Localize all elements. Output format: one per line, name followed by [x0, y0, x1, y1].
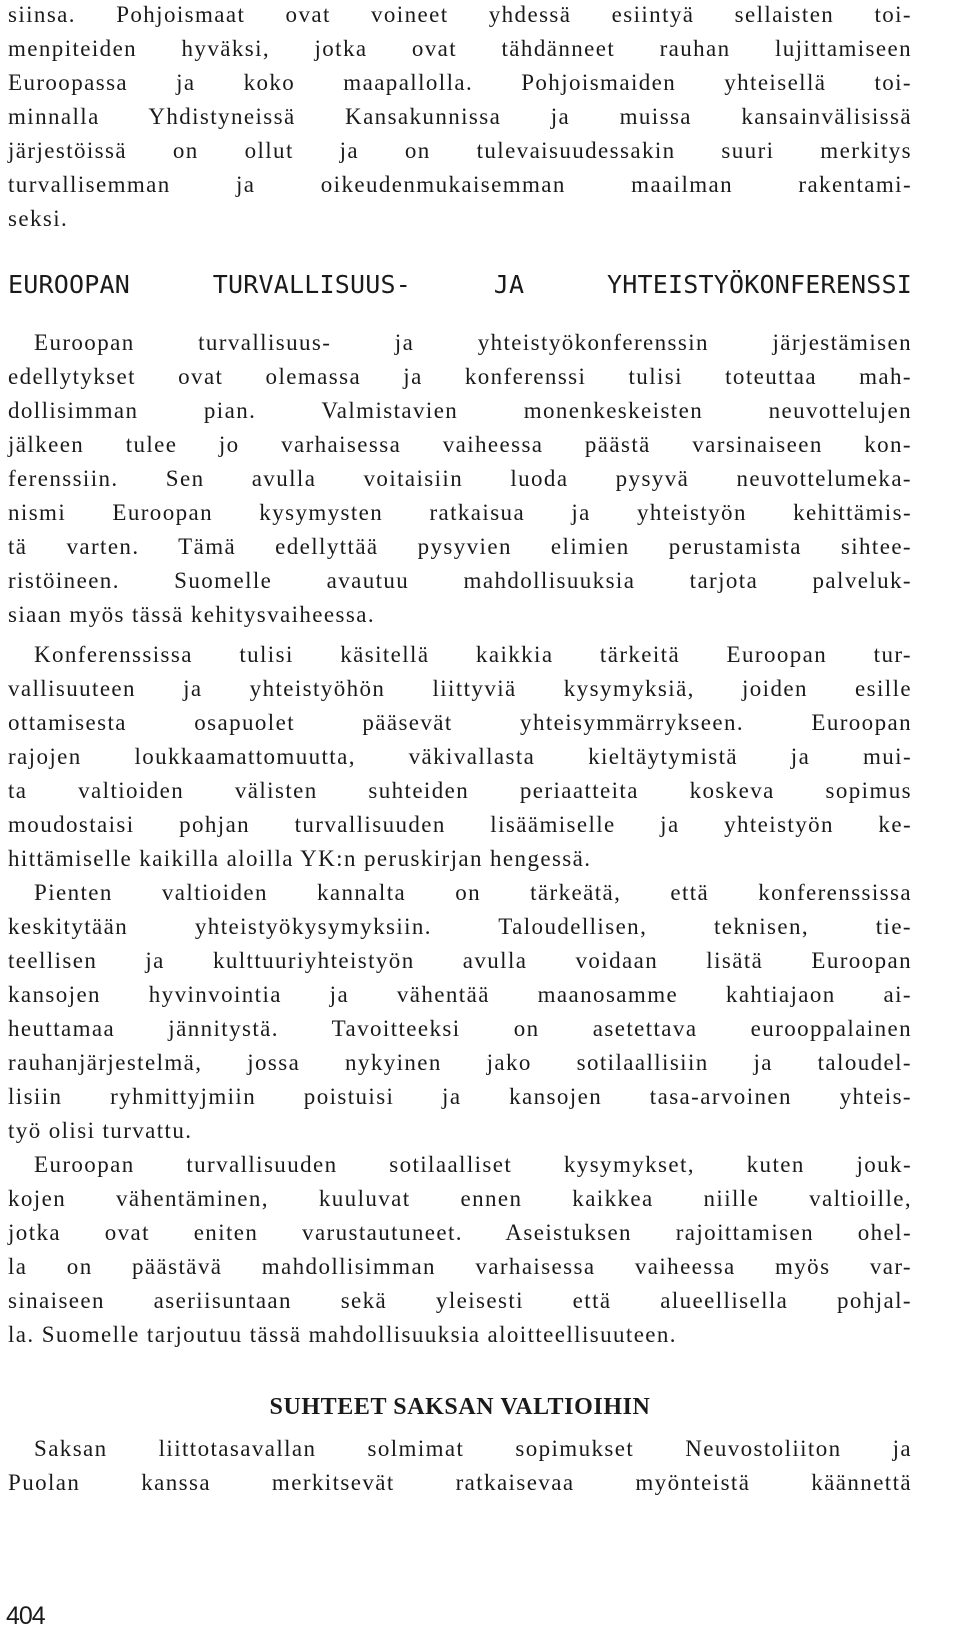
body-line: jotka ovat eniten varustautuneet. Aseistuksen rajoittamisen ohel-	[8, 1220, 912, 1245]
body-line: sinaiseen aseriisuntaan sekä yleisesti että alueellisella pohjal-	[8, 1288, 912, 1313]
body-line: lisiin ryhmittyjmiin poistuisi ja kansojen tasa-arvoinen yhteis-	[8, 1084, 912, 1109]
body-line: moudostaisi pohjan turvallisuuden lisäämiselle ja yhteistyön ke-	[8, 812, 912, 837]
body-line: ta valtioiden välisten suhteiden periaatteita koskeva sopimus	[8, 778, 912, 803]
body-line: seksi.	[8, 206, 69, 231]
body-line: hittämiselle kaikilla aloilla YK:n peruskirjan hengessä.	[8, 846, 592, 871]
body-line: minnalla Yhdistyneissä Kansakunnissa ja muissa kansainvälisissä	[8, 104, 912, 129]
body-line: järjestöissä on ollut ja on tulevaisuudessakin suuri merkitys	[8, 138, 912, 163]
body-line: edellytykset ovat olemassa ja konferenssi tulisi toteuttaa mah-	[8, 364, 912, 389]
body-line: Euroopan turvallisuuden sotilaalliset kysymykset, kuten jouk-	[34, 1152, 912, 1177]
section-heading: SUHTEET SAKSAN VALTIOIHIN	[269, 1394, 651, 1420]
body-line: tä varten. Tämä edellyttää pysyvien elimien perustamista sihtee-	[8, 534, 912, 559]
body-line: siaan myös tässä kehitysvaiheessa.	[8, 602, 375, 627]
body-line: ferenssiin. Sen avulla voitaisiin luoda pysyvä neuvottelumeka-	[8, 466, 912, 491]
body-line: kansojen hyvinvointia ja vähentää maanosamme kahtiajaon ai-	[8, 982, 912, 1007]
body-line: Euroopassa ja koko maapallolla. Pohjoismaiden yhteisellä toi-	[8, 70, 912, 95]
body-line: nismi Euroopan kysymysten ratkaisua ja yhteistyön kehittämis-	[8, 500, 912, 525]
body-line: heuttamaa jännitystä. Tavoitteeksi on asetettava eurooppalainen	[8, 1016, 912, 1041]
body-line: la. Suomelle tarjoutuu tässä mahdollisuuksia aloitteellisuuteen.	[8, 1322, 677, 1347]
body-line: rauhanjärjestelmä, jossa nykyinen jako sotilaallisiin ja taloudel-	[8, 1050, 912, 1075]
body-line: Euroopan turvallisuus- ja yhteistyökonferenssin järjestämisen	[34, 330, 912, 355]
body-line: Pienten valtioiden kannalta on tärkeätä, että konferenssissa	[34, 880, 912, 905]
body-line: kojen vähentäminen, kuuluvat ennen kaikkea niille valtioille,	[8, 1186, 912, 1211]
body-line: la on päästävä mahdollisimman varhaisessa vaiheessa myös var-	[8, 1254, 912, 1279]
section-heading: EUROOPAN TURVALLISUUS- JA YHTEISTYÖKONFERENSSI	[8, 270, 912, 299]
body-line: vallisuuteen ja yhteistyöhön liittyviä kysymyksiä, joiden esille	[8, 676, 912, 701]
body-line: menpiteiden hyväksi, jotka ovat tähdänneet rauhan lujittamiseen	[8, 36, 912, 61]
body-line: ottamisesta osapuolet pääsevät yhteisymmärrykseen. Euroopan	[8, 710, 912, 735]
body-line: ristöineen. Suomelle avautuu mahdollisuuksia tarjota palveluk-	[8, 568, 912, 593]
body-line: dollisimman pian. Valmistavien monenkeskeisten neuvottelujen	[8, 398, 912, 423]
body-line: siinsa. Pohjoismaat ovat voineet yhdessä esiintyä sellaisten toi-	[8, 2, 912, 27]
body-line: työ olisi turvattu.	[8, 1118, 193, 1143]
body-line: Saksan liittotasavallan solmimat sopimukset Neuvostoliiton ja	[34, 1436, 912, 1461]
page-number: 404	[6, 1602, 45, 1630]
body-line: jälkeen tulee jo varhaisessa vaiheessa päästä varsinaiseen kon-	[8, 432, 912, 457]
body-line: keskitytään yhteistyökysymyksiin. Taloudellisen, teknisen, tie-	[8, 914, 912, 939]
body-line: turvallisemman ja oikeudenmukaisemman maailman rakentami-	[8, 172, 912, 197]
body-line: teellisen ja kulttuuriyhteistyön avulla voidaan lisätä Euroopan	[8, 948, 912, 973]
body-line: Konferenssissa tulisi käsitellä kaikkia tärkeitä Euroopan tur-	[34, 642, 912, 667]
body-line: rajojen loukkaamattomuutta, väkivallasta kieltäytymistä ja mui-	[8, 744, 912, 769]
body-line: Puolan kanssa merkitsevät ratkaisevaa myönteistä käännettä	[8, 1470, 912, 1495]
